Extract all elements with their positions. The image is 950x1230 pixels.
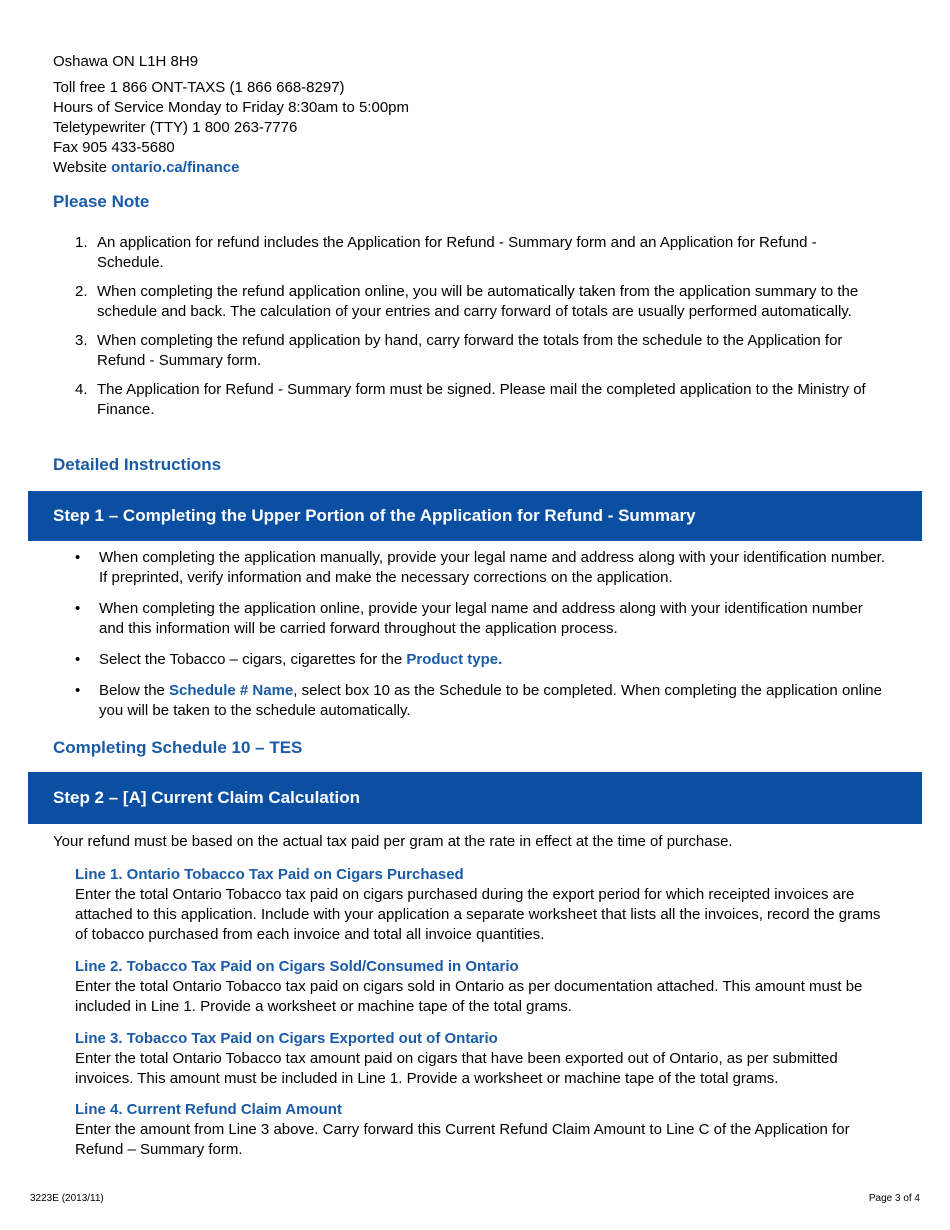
please-note-heading: Please Note (53, 192, 150, 211)
list-item (75, 331, 885, 371)
step1-title: Step 1 – Completing the Upper Portion of the Application for Refund - Summary (53, 506, 696, 525)
step1-banner (28, 491, 922, 541)
list-item-text: An application for refund includes the Application for Refund - Summary form and an Application for Refund - Schedule. (97, 234, 817, 271)
contact-fax: Fax 905 433-5680 (53, 139, 175, 156)
schedule-name-link: Schedule # Name (169, 682, 294, 699)
line4-title: Line 4. Current Refund Claim Amount (75, 1101, 342, 1118)
list-item-text: The Application for Refund - Summary form must be signed. Please mail the completed application to the Ministry of Finance. (97, 381, 866, 418)
list-item (75, 548, 890, 588)
product-type-link: Product type. (406, 651, 503, 668)
list-item-number: 4. (75, 381, 88, 398)
list-item-text: When completing the refund application online, you will be automatically taken from the application summary to the schedule and back. The calculation of your entries and carry forward of totals are usually performed automatically. (97, 283, 859, 320)
line4-text: Enter the amount from Line 3 above. Carry forward this Current Refund Claim Amount to Line C of the Application for Refund – Summary form. (75, 1121, 850, 1158)
line2-title: Line 2. Tobacco Tax Paid on Cigars Sold/Consumed in Ontario (75, 958, 519, 975)
list-item (75, 599, 890, 639)
line2-text: Enter the total Ontario Tobacco tax paid on cigars sold in Ontario as per documentation attached. This amount must be included in Line 1. Provide a worksheet or machine tape of the total grams. (75, 978, 863, 1015)
contact-info (53, 52, 913, 178)
list-item-text: When completing the application online, provide your legal name and address along with your identification number and this information will be carried forward throughout the application process. (99, 600, 863, 637)
step1-bullet-list (75, 548, 890, 732)
detailed-instructions-heading: Detailed Instructions (53, 455, 222, 474)
line3-text: Enter the total Ontario Tobacco tax amount paid on cigars that have been exported out of Ontario, as per submitted invoices. This amount must be included in Line 1. Provide a worksheet or machine tape of the total grams. (75, 1050, 838, 1087)
contact-website (53, 158, 913, 178)
line1-title: Line 1. Ontario Tobacco Tax Paid on Cigars Purchased (75, 866, 464, 883)
list-item (75, 650, 890, 670)
list-item (75, 681, 890, 721)
website-link[interactable]: ontario.ca/finance (111, 159, 240, 176)
line3-title: Line 3. Tobacco Tax Paid on Cigars Exported out of Ontario (75, 1030, 498, 1047)
list-item (75, 282, 885, 322)
step2-intro: Your refund must be based on the actual tax paid per gram at the rate in effect at the time of purchase. (53, 833, 733, 850)
list-item-number: 3. (75, 332, 88, 349)
step2-banner (28, 772, 922, 824)
bullet-icon: • (75, 549, 81, 566)
step2-title: Step 2 – [A] Current Claim Calculation (53, 788, 360, 807)
list-item-number: 2. (75, 283, 88, 300)
please-note-list (75, 233, 885, 429)
contact-tollfree: Toll free 1 866 ONT-TAXS (1 866 668-8297) (53, 79, 345, 96)
list-item-text: , select box 10 as the Schedule to be completed. When completing the application online you will be taken to the schedule automatically. (99, 682, 882, 719)
bullet-icon: • (75, 682, 81, 699)
list-item (75, 233, 885, 273)
contact-tty: Teletypewriter (TTY) 1 800 263-7776 (53, 119, 298, 136)
line4-section (75, 1100, 895, 1160)
line1-text: Enter the total Ontario Tobacco tax paid on cigars purchased during the export period for which receipted invoices are attached to this application. Include with your application a separate worksheet that lists all the invoices, record the grams of tobacco purchased from each invoice and total all invoice quantities. (75, 886, 881, 943)
list-item-number: 1. (75, 234, 88, 251)
line1-section (75, 865, 895, 945)
contact-hours: Hours of Service Monday to Friday 8:30am to 5:00pm (53, 99, 410, 116)
line3-section (75, 1029, 895, 1089)
list-item (75, 380, 885, 420)
website-label: Website (53, 159, 112, 176)
page-number: Page 3 of 4 (868, 1193, 920, 1204)
bullet-icon: • (75, 600, 81, 617)
schedule-heading: Completing Schedule 10 – TES (53, 738, 303, 757)
list-item-text: Select the Tobacco – cigars, cigarettes for the (99, 651, 407, 668)
contact-city: Oshawa ON L1H 8H9 (53, 53, 199, 70)
list-item-text: Below the (99, 682, 170, 699)
form-id: 3223E (2013/11) (30, 1193, 104, 1204)
list-item-text: When completing the application manually, provide your legal name and address along with your identification number. If preprinted, verify information and make the necessary corrections on the application. (99, 549, 886, 586)
line2-section (75, 957, 895, 1017)
list-item-text: When completing the refund application by hand, carry forward the totals from the schedule to the Application for Refund - Summary form. (97, 332, 843, 369)
bullet-icon: • (75, 651, 81, 668)
